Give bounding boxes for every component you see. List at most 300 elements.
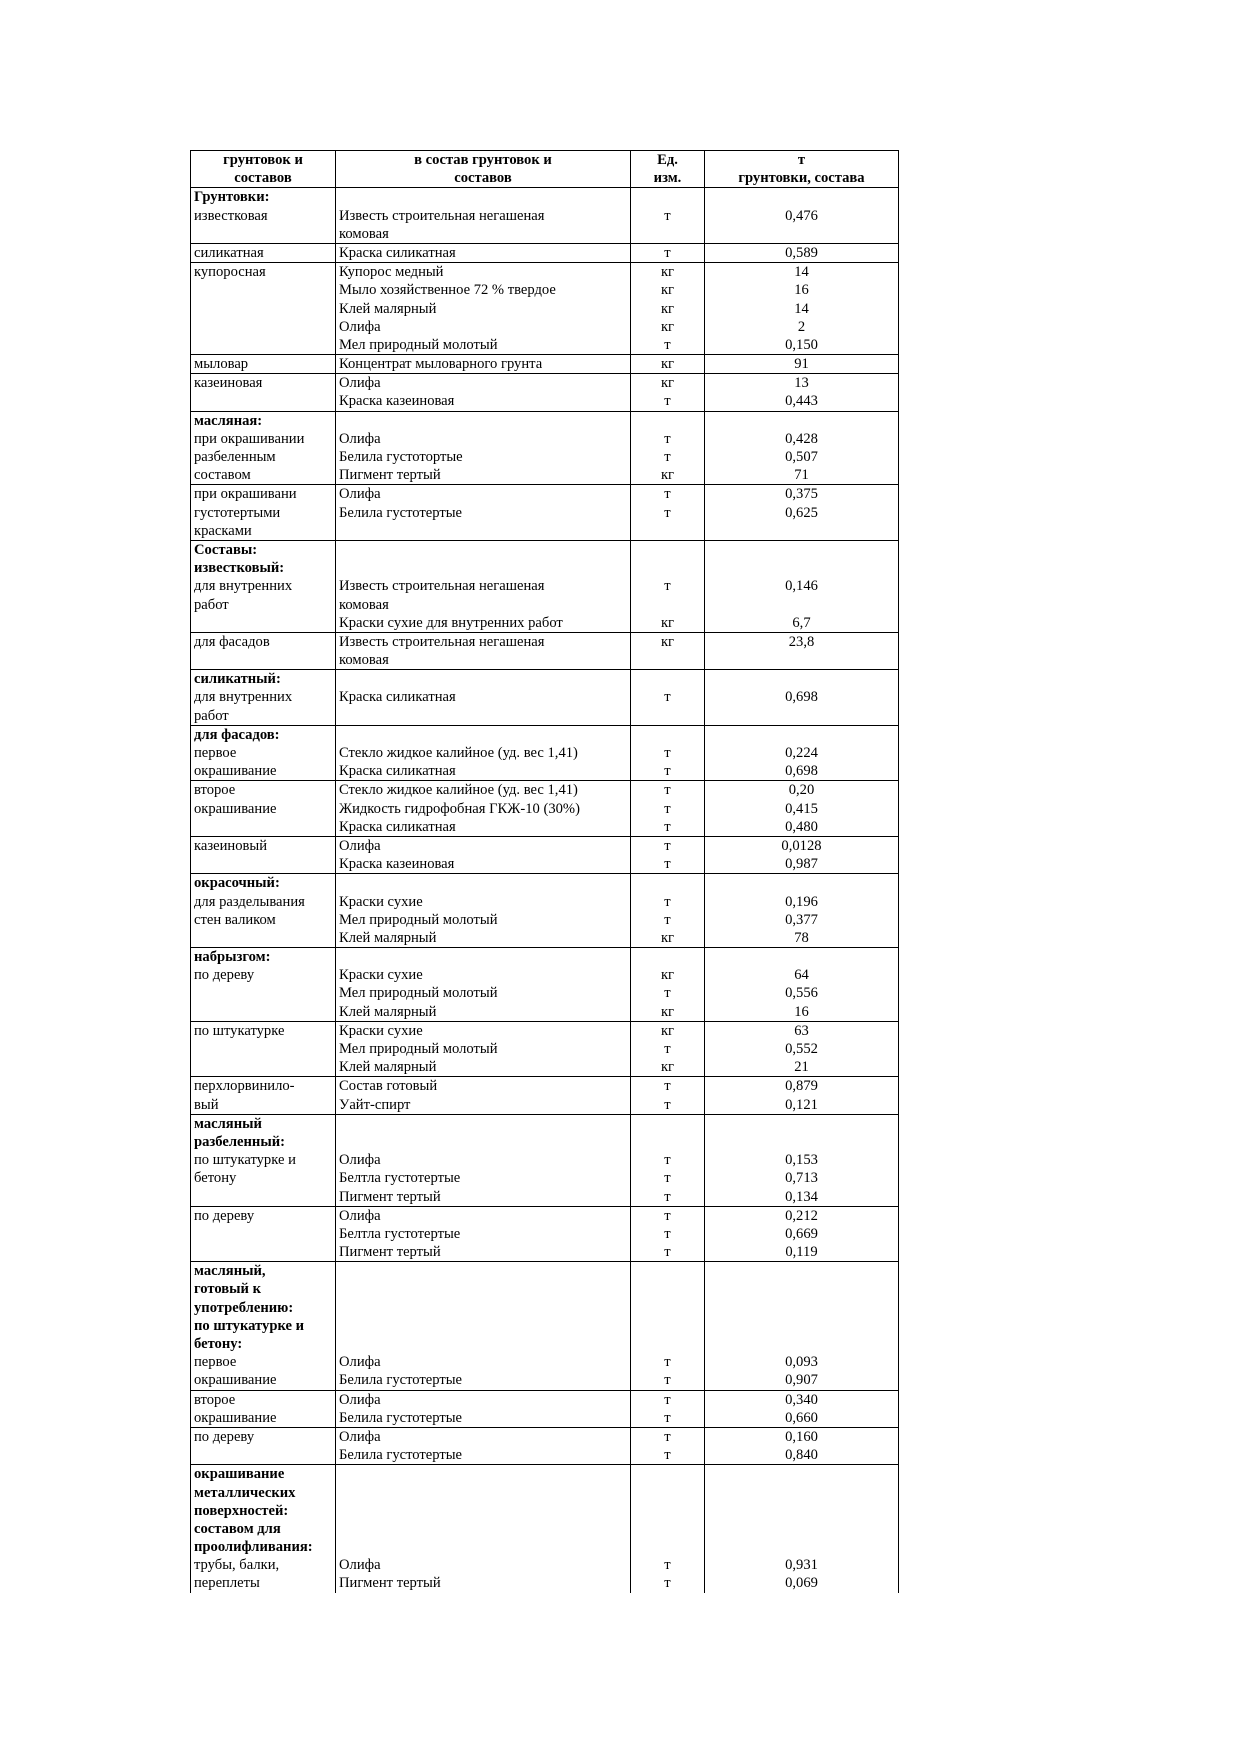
material-name-cell <box>191 1077 336 1114</box>
unit-text: т <box>664 893 671 910</box>
quantity-cell <box>705 948 899 1022</box>
unit-cell <box>631 1077 705 1114</box>
material-name-text: Составы: <box>194 541 258 558</box>
quantity-cell <box>705 781 899 837</box>
material-name-cell <box>191 1465 336 1593</box>
table-row <box>191 263 899 355</box>
quantity-text <box>708 874 895 892</box>
material-name-text: составом для <box>194 1520 281 1537</box>
quantity-text <box>708 1262 895 1280</box>
table-row <box>191 781 899 837</box>
material-name-text: бетону <box>194 1170 237 1187</box>
unit-text <box>634 1335 701 1353</box>
quantity-text: 0,589 <box>785 244 818 261</box>
unit-text: т <box>664 578 671 595</box>
table-row <box>191 948 899 1022</box>
material-name-text: поверхностей: <box>194 1502 289 1519</box>
unit-text: т <box>664 763 671 780</box>
material-name-text <box>194 1003 332 1021</box>
material-name-cell <box>191 1206 336 1262</box>
component-text: Купорос медный <box>339 264 444 281</box>
material-name-text: густотертыми <box>194 504 281 521</box>
component-text <box>339 1133 627 1151</box>
quantity-text: 0,556 <box>785 985 818 1002</box>
component-text: Олифа <box>339 837 381 854</box>
table-row <box>191 1021 899 1077</box>
unit-cell <box>631 485 705 541</box>
component-cell <box>336 874 631 948</box>
component-text: Краски сухие <box>339 1022 423 1039</box>
material-name-text: красками <box>194 522 252 539</box>
material-name-text: по дереву <box>194 1428 255 1445</box>
material-name-text: силикатный: <box>194 671 281 688</box>
material-name-cell <box>191 1427 336 1464</box>
quantity-text: 78 <box>794 929 809 946</box>
quantity-text: 0,196 <box>785 893 818 910</box>
component-text <box>339 1115 627 1133</box>
material-name-text: масляный <box>194 1115 262 1132</box>
component-text: Известь строительная негашеная <box>339 578 545 595</box>
material-name-text: для разделывания <box>194 893 305 910</box>
table-row <box>191 670 899 726</box>
quantity-text <box>708 1115 895 1133</box>
component-text: Клей малярный <box>339 929 437 946</box>
component-text: Концентрат мыловарного грунта <box>339 356 543 373</box>
quantity-text: 0,212 <box>785 1207 818 1224</box>
table-row <box>191 540 899 632</box>
material-name-text: окрашивание <box>194 800 277 817</box>
material-name-text: работ <box>194 707 229 724</box>
material-name-cell <box>191 1021 336 1077</box>
unit-text: кг <box>660 300 675 317</box>
component-text: Олифа <box>339 1354 381 1371</box>
unit-text: т <box>664 1447 671 1464</box>
unit-text: кг <box>660 633 675 650</box>
material-name-text <box>194 984 332 1002</box>
unit-text: т <box>664 1409 671 1426</box>
quantity-text <box>708 596 895 614</box>
unit-text: т <box>664 856 671 873</box>
material-name-text: окрашивание <box>194 763 277 780</box>
materials-table-container <box>190 150 898 1593</box>
component-text <box>339 1299 627 1317</box>
unit-text: кг <box>660 318 675 335</box>
component-text <box>339 670 627 688</box>
material-name-text: Грунтовки: <box>194 189 270 206</box>
table-row <box>191 355 899 374</box>
material-name-text <box>194 1188 332 1206</box>
component-text: Мел природный молотый <box>339 911 498 928</box>
quantity-cell <box>705 836 899 873</box>
material-name-text: второе <box>194 1391 236 1408</box>
material-name-cell <box>191 485 336 541</box>
unit-text: т <box>664 911 671 928</box>
material-name-text: первое <box>194 1354 237 1371</box>
unit-text: кг <box>660 1003 675 1020</box>
component-text: Пигмент тертый <box>339 467 441 484</box>
material-name-text <box>194 300 332 318</box>
unit-text: т <box>664 818 671 835</box>
unit-text: т <box>664 1557 671 1574</box>
component-cell <box>336 836 631 873</box>
material-name-cell <box>191 781 336 837</box>
material-name-text: набрызгом: <box>194 949 271 966</box>
table-row <box>191 874 899 948</box>
material-name-text: окрашивание <box>194 1466 285 1483</box>
component-text <box>339 1502 627 1520</box>
quantity-text: 0,507 <box>785 449 818 465</box>
quantity-text <box>708 1484 895 1502</box>
unit-cell <box>631 374 705 411</box>
material-name-text: казеиновая <box>194 375 263 392</box>
table-row <box>191 485 899 541</box>
quantity-text: 0,093 <box>785 1354 818 1371</box>
component-cell <box>336 1390 631 1427</box>
unit-text <box>634 1484 701 1502</box>
unit-cell <box>631 243 705 262</box>
unit-text: кг <box>660 967 675 984</box>
component-text: Краски сухие <box>339 893 423 910</box>
component-text: Мел природный молотый <box>339 985 498 1002</box>
component-cell <box>336 670 631 726</box>
component-cell <box>336 1077 631 1114</box>
quantity-text: 64 <box>794 967 809 984</box>
material-name-text <box>194 281 332 299</box>
material-name-text <box>194 1040 332 1058</box>
material-name-cell <box>191 670 336 726</box>
material-name-text: работ <box>194 596 229 613</box>
quantity-text: 0,224 <box>785 745 818 761</box>
material-name-text: масляная: <box>194 412 263 429</box>
header-components: в состав грунтовок и составов <box>336 151 631 188</box>
unit-cell <box>631 725 705 781</box>
quantity-text <box>708 188 895 206</box>
component-text: Известь строительная негашеная <box>339 633 545 650</box>
quantity-text: 0,669 <box>785 1225 818 1242</box>
unit-cell <box>631 836 705 873</box>
material-name-text <box>194 651 332 669</box>
unit-cell <box>631 1465 705 1593</box>
table-body <box>191 188 899 1593</box>
unit-text: кг <box>660 467 675 484</box>
unit-cell <box>631 1206 705 1262</box>
component-text: Пигмент тертый <box>339 1575 441 1592</box>
table-row <box>191 243 899 262</box>
material-name-text: по дереву <box>194 1207 255 1224</box>
unit-text <box>634 1520 701 1538</box>
unit-text: кг <box>660 929 675 946</box>
quantity-cell <box>705 355 899 374</box>
component-text <box>339 1335 627 1353</box>
quantity-text <box>708 1520 895 1538</box>
unit-text: т <box>664 1170 671 1187</box>
unit-cell <box>631 670 705 726</box>
component-text: Белила густотертые <box>339 504 463 521</box>
component-cell <box>336 1262 631 1390</box>
unit-text <box>634 1299 701 1317</box>
table-row <box>191 1206 899 1262</box>
unit-cell <box>631 188 705 244</box>
material-name-text: при окрашивании <box>194 430 305 447</box>
quantity-text: 0,428 <box>785 430 818 447</box>
component-text: Мел природный молотый <box>339 1041 498 1057</box>
material-name-text: первое <box>194 745 237 761</box>
material-name-text: окрасочный: <box>194 875 280 892</box>
unit-text: т <box>664 1575 671 1592</box>
quantity-text: 0,476 <box>785 207 818 224</box>
material-name-text <box>194 855 332 873</box>
quantity-text <box>708 412 895 430</box>
material-name-text: вый <box>194 1096 219 1113</box>
component-text: Клей малярный <box>339 300 437 317</box>
component-text <box>339 541 627 559</box>
unit-cell <box>631 1021 705 1077</box>
component-text <box>339 522 627 540</box>
component-cell <box>336 781 631 837</box>
material-name-text: разбеленным <box>194 449 276 465</box>
unit-text <box>634 559 701 577</box>
material-name-cell <box>191 836 336 873</box>
unit-text <box>634 651 701 669</box>
quantity-text <box>708 1280 895 1298</box>
quantity-cell <box>705 540 899 632</box>
component-text: Известь строительная негашеная <box>339 207 545 224</box>
component-text: Краска силикатная <box>339 689 456 706</box>
material-name-text: для фасадов <box>194 633 270 650</box>
material-name-text: по штукатурке и <box>194 1317 305 1334</box>
unit-text: т <box>664 1244 671 1261</box>
quantity-text <box>708 559 895 577</box>
unit-text: т <box>664 1354 671 1371</box>
unit-text <box>634 1133 701 1151</box>
component-text: Олифа <box>339 375 381 392</box>
quantity-text <box>708 1299 895 1317</box>
component-text: Олифа <box>339 1391 381 1408</box>
quantity-text <box>708 707 895 725</box>
quantity-text <box>708 670 895 688</box>
unit-cell <box>631 540 705 632</box>
unit-text: т <box>664 1372 671 1389</box>
material-name-cell <box>191 632 336 669</box>
component-text <box>339 188 627 206</box>
unit-text: т <box>664 800 671 817</box>
material-name-text: металлических <box>194 1484 296 1501</box>
unit-text: т <box>664 336 671 353</box>
component-text: Пигмент тертый <box>339 1188 441 1205</box>
component-text: Олифа <box>339 1207 381 1224</box>
component-cell <box>336 632 631 669</box>
unit-text: т <box>664 207 671 224</box>
component-text <box>339 559 627 577</box>
component-cell <box>336 485 631 541</box>
quantity-text: 91 <box>794 356 809 373</box>
unit-text: т <box>664 1428 671 1445</box>
unit-text: т <box>664 1207 671 1224</box>
unit-text: т <box>664 1041 671 1057</box>
component-text: Белила густотертые <box>339 1409 463 1426</box>
quantity-text: 0,552 <box>785 1041 818 1057</box>
material-name-text <box>194 818 332 836</box>
material-name-text: известковая <box>194 207 268 224</box>
quantity-text <box>708 225 895 243</box>
quantity-text: 14 <box>794 264 809 281</box>
component-text: комовая <box>339 596 389 613</box>
component-text: комовая <box>339 652 389 669</box>
material-name-text: по штукатурке <box>194 1022 285 1039</box>
material-name-text: перхлорвинило- <box>194 1078 295 1095</box>
quantity-cell <box>705 632 899 669</box>
quantity-text <box>708 1538 895 1556</box>
unit-text <box>634 1115 701 1133</box>
component-text <box>339 1484 627 1502</box>
unit-text: т <box>664 1225 671 1242</box>
unit-cell <box>631 1427 705 1464</box>
component-text: Стекло жидкое калийное (уд. вес 1,41) <box>339 782 578 799</box>
quantity-text <box>708 1317 895 1335</box>
component-text <box>339 1465 627 1483</box>
unit-text: т <box>664 985 671 1002</box>
material-name-text: трубы, балки, <box>194 1557 280 1574</box>
component-text: Мел природный молотый <box>339 336 498 353</box>
quantity-cell <box>705 1465 899 1593</box>
material-name-cell <box>191 355 336 374</box>
unit-text: кг <box>660 375 675 392</box>
quantity-text: 2 <box>797 318 806 335</box>
material-name-text: для внутренних <box>194 578 293 595</box>
component-cell <box>336 243 631 262</box>
quantity-text: 0,340 <box>785 1391 818 1408</box>
unit-text <box>634 522 701 540</box>
table-row <box>191 1114 899 1206</box>
component-text: Олифа <box>339 430 381 447</box>
quantity-text: 0,134 <box>785 1188 818 1205</box>
material-name-text: окрашивание <box>194 1409 277 1426</box>
quantity-text: 0,698 <box>785 763 818 780</box>
unit-text <box>634 670 701 688</box>
quantity-text: 0,907 <box>785 1372 818 1389</box>
component-text <box>339 874 627 892</box>
quantity-text: 0,879 <box>785 1078 818 1095</box>
component-cell <box>336 411 631 485</box>
material-name-text: для внутренних <box>194 689 293 706</box>
component-text <box>339 412 627 430</box>
materials-table <box>190 150 899 1593</box>
unit-text: т <box>664 393 671 410</box>
material-name-text: купоросная <box>194 264 266 281</box>
quantity-text <box>708 651 895 669</box>
quantity-text: 16 <box>794 1003 809 1020</box>
unit-text: т <box>664 1391 671 1408</box>
table-row <box>191 188 899 244</box>
quantity-text <box>708 541 895 559</box>
quantity-text: 71 <box>794 467 809 484</box>
material-name-cell <box>191 411 336 485</box>
component-cell <box>336 1114 631 1206</box>
material-name-text <box>194 614 332 632</box>
component-text <box>339 707 627 725</box>
component-text: Белтла густотертые <box>339 1170 461 1187</box>
material-name-text: переплеты <box>194 1575 260 1592</box>
component-cell <box>336 1206 631 1262</box>
component-cell <box>336 1021 631 1077</box>
quantity-cell <box>705 1427 899 1464</box>
material-name-cell <box>191 725 336 781</box>
quantity-text: 0,150 <box>785 336 818 353</box>
material-name-text <box>194 336 332 354</box>
quantity-text: 0,713 <box>785 1170 818 1187</box>
component-text <box>339 1538 627 1556</box>
component-text: Клей малярный <box>339 1059 437 1076</box>
table-row <box>191 725 899 781</box>
quantity-text: 6,7 <box>792 614 811 631</box>
unit-text <box>634 1262 701 1280</box>
material-name-text <box>194 1243 332 1261</box>
component-text: Состав готовый <box>339 1078 438 1095</box>
material-name-cell <box>191 374 336 411</box>
quantity-text: 0,377 <box>785 911 818 928</box>
quantity-text: 0,625 <box>785 504 818 521</box>
component-cell <box>336 725 631 781</box>
unit-text <box>634 874 701 892</box>
quantity-cell <box>705 1390 899 1427</box>
unit-text: т <box>664 449 671 465</box>
quantity-cell <box>705 725 899 781</box>
quantity-text: 0,121 <box>785 1096 818 1113</box>
component-text <box>339 726 627 744</box>
component-text: Олифа <box>339 1152 381 1169</box>
quantity-cell <box>705 374 899 411</box>
material-name-text: бетону: <box>194 1336 243 1352</box>
component-cell <box>336 948 631 1022</box>
material-name-text: известковый: <box>194 560 285 577</box>
component-cell <box>336 1427 631 1464</box>
quantity-text: 0,840 <box>785 1447 818 1464</box>
unit-text: кг <box>660 1022 675 1039</box>
quantity-text: 16 <box>794 282 809 299</box>
component-text: Краски сухие для внутренних работ <box>339 614 563 631</box>
component-text: Краска казеиновая <box>339 393 455 410</box>
unit-text: т <box>664 745 671 761</box>
quantity-text: 21 <box>794 1059 809 1076</box>
table-row <box>191 1262 899 1390</box>
material-name-text: стен валиком <box>194 911 276 928</box>
quantity-text: 0,443 <box>785 393 818 410</box>
material-name-text: разбеленный: <box>194 1133 286 1150</box>
quantity-text: 0,146 <box>785 578 818 595</box>
material-name-cell <box>191 1262 336 1390</box>
component-cell <box>336 540 631 632</box>
material-name-text: силикатная <box>194 244 264 261</box>
unit-cell <box>631 874 705 948</box>
unit-text <box>634 726 701 744</box>
table-row <box>191 411 899 485</box>
quantity-cell <box>705 1262 899 1390</box>
table-row <box>191 374 899 411</box>
quantity-text: 0,20 <box>788 782 815 799</box>
quantity-text: 14 <box>794 300 809 317</box>
unit-cell <box>631 1390 705 1427</box>
material-name-text: по дереву <box>194 967 255 984</box>
table-row <box>191 1077 899 1114</box>
unit-text: т <box>664 244 671 261</box>
unit-text <box>634 1465 701 1483</box>
header-row <box>191 151 899 188</box>
unit-text: т <box>664 1078 671 1095</box>
unit-cell <box>631 781 705 837</box>
quantity-text <box>708 1465 895 1483</box>
quantity-text: 0,375 <box>785 486 818 503</box>
material-name-text: окрашивание <box>194 1372 277 1389</box>
